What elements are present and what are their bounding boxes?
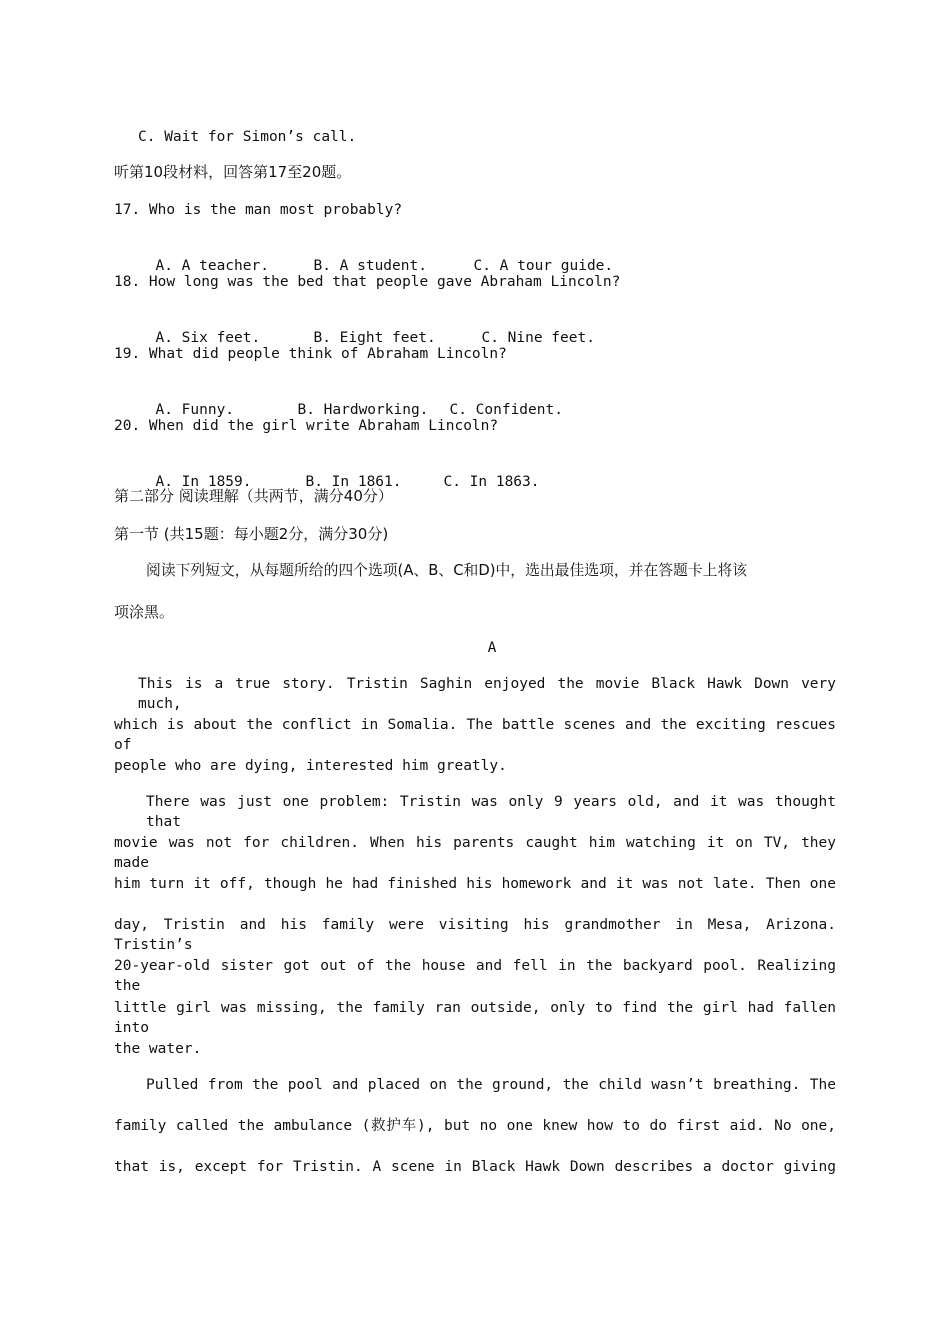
passage-line: day, Tristin and his family were visiting his grandmother in Mesa, Arizona. Tristin’s	[114, 917, 836, 953]
passage-line: little girl was missing, the family ran outside, only to find the girl had fallen into	[114, 1000, 836, 1036]
option-c: C. In 1863.	[443, 474, 540, 490]
question-19-options	[138, 380, 563, 420]
directions-line-1: 阅读下列短文，从每题所给的四个选项(A、B、C和D)中，选出最佳选项，并在答题卡上将该	[146, 562, 748, 579]
passage-line: Pulled from the pool and placed on the ground, the child wasn’t breathing. The	[146, 1077, 836, 1093]
q16-option-c: C. Wait for Simon’s call.	[138, 129, 357, 145]
option-b: B. A student.	[313, 258, 427, 274]
option-a: A. Six feet.	[155, 330, 261, 346]
option-c: C. A tour guide.	[473, 258, 614, 274]
passage-line: 20-year-old sister got out of the house and fell in the backyard pool. Realizing the	[114, 958, 836, 994]
passage-line: that is, except for Tristin. A scene in Black Hawk Down describes a doctor giving	[114, 1159, 836, 1175]
question-19-stem: 19. What did people think of Abraham Lincoln?	[114, 346, 507, 362]
part2-heading: 第二部分 阅读理解（共两节，满分40分）	[114, 487, 393, 505]
directions-line-2: 项涂黑。	[114, 603, 175, 621]
question-17-options	[138, 236, 613, 276]
passage-label: A	[487, 640, 497, 656]
question-18-stem: 18. How long was the bed that people gave Abraham Lincoln?	[114, 274, 621, 290]
question-20-stem: 20. When did the girl write Abraham Lincoln?	[114, 418, 499, 434]
passage-line: him turn it off, though he had finished his homework and it was not late. Then one	[114, 876, 836, 892]
section10-instruction: 听第10段材料，回答第17至20题。	[114, 163, 352, 181]
passage-line: which is about the conflict in Somalia. The battle scenes and the exciting rescues of	[114, 717, 836, 753]
option-a: A. Funny.	[155, 402, 235, 418]
option-b: B. Hardworking.	[297, 402, 429, 418]
question-17-stem: 17. Who is the man most probably?	[114, 202, 403, 218]
passage-line: the water.	[114, 1041, 202, 1057]
option-c: C. Nine feet.	[481, 330, 595, 346]
passage-line: people who are dying, interested him greatly.	[114, 758, 507, 774]
option-a: A. In 1859.	[155, 474, 252, 490]
option-b: B. In 1861.	[305, 474, 402, 490]
option-a: A. A teacher.	[155, 258, 269, 274]
option-c: C. Confident.	[449, 402, 563, 418]
option-b: B. Eight feet.	[313, 330, 436, 346]
passage-line: movie was not for children. When his parents caught him watching it on TV, they made	[114, 835, 836, 871]
passage-line: This is a true story. Tristin Saghin enjoyed the movie Black Hawk Down very much,	[138, 676, 836, 712]
passage-line: There was just one problem: Tristin was only 9 years old, and it was thought that	[146, 794, 836, 830]
question-18-options	[138, 308, 595, 348]
passage-line: family called the ambulance (救护车), but no one knew how to do first aid. No one,	[114, 1118, 836, 1134]
section1-heading: 第一节 (共15题：每小题2分，满分30分)	[114, 525, 389, 543]
